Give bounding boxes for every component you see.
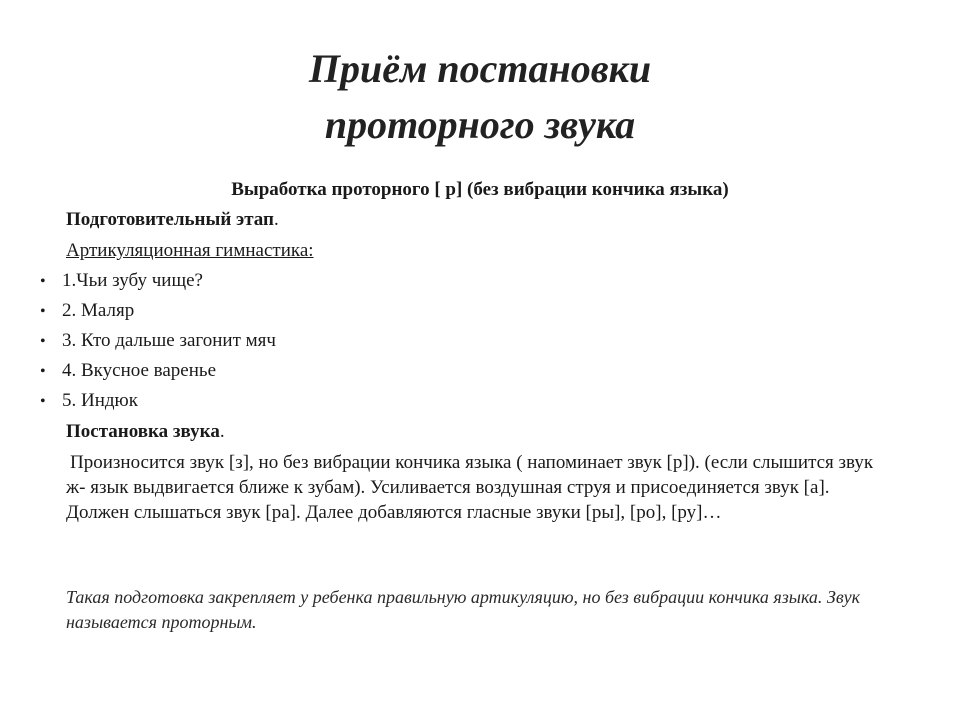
section-subtitle: Выработка проторного [ р] (без вибрации кончика языка) xyxy=(231,179,729,200)
exercise-list-item xyxy=(40,329,276,354)
bullet-icon: • xyxy=(40,363,46,380)
exercise-list-item xyxy=(40,269,203,294)
slide-title-line-1: Приём постановки xyxy=(308,46,652,91)
exercise-list-item xyxy=(40,299,134,324)
bullet-icon: • xyxy=(40,273,46,290)
preparatory-stage-punct: . xyxy=(274,209,279,230)
staging-heading xyxy=(66,420,225,444)
exercise-text: 4. Вкусное варенье xyxy=(62,360,217,381)
staging-paragraph xyxy=(66,450,886,525)
bullet-icon: • xyxy=(40,393,46,410)
exercise-list-item xyxy=(40,359,216,384)
exercise-text: 3. Кто дальше загонит мяч xyxy=(62,330,276,351)
preparatory-stage-label: Подготовительный этап xyxy=(66,209,274,230)
exercise-text: 5. Индюк xyxy=(62,390,138,411)
staging-label: Постановка звука xyxy=(66,421,220,442)
slide-title-line-2: проторного звука xyxy=(324,102,636,147)
exercise-list-item xyxy=(40,389,138,414)
exercise-text: 2. Маляр xyxy=(62,300,135,321)
staging-punct: . xyxy=(219,421,225,442)
gymnastics-label: Артикуляционная гимнастика: xyxy=(66,240,314,261)
preparatory-stage-heading xyxy=(66,208,279,232)
staging-text: Произносится звук [з], но без вибрации кончика языка ( напоминает звук [р]). (если слышится звук ж- язык выдвигается ближе к зубам). Усиливается воздушная струя и присоединяется звук [а]. Должен слышаться звук [ра]. Далее добавляются гласные звуки [ры], [ро], [ру]… xyxy=(66,452,874,523)
bullet-icon: • xyxy=(40,333,46,350)
bullet-icon: • xyxy=(40,303,46,320)
exercise-text: 1.Чьи зубу чище? xyxy=(62,270,203,291)
conclusion-note: Такая подготовка закрепляет у ребенка правильную артикуляцию, но без вибрации кончика языка. Звук называется проторным. xyxy=(66,587,861,632)
